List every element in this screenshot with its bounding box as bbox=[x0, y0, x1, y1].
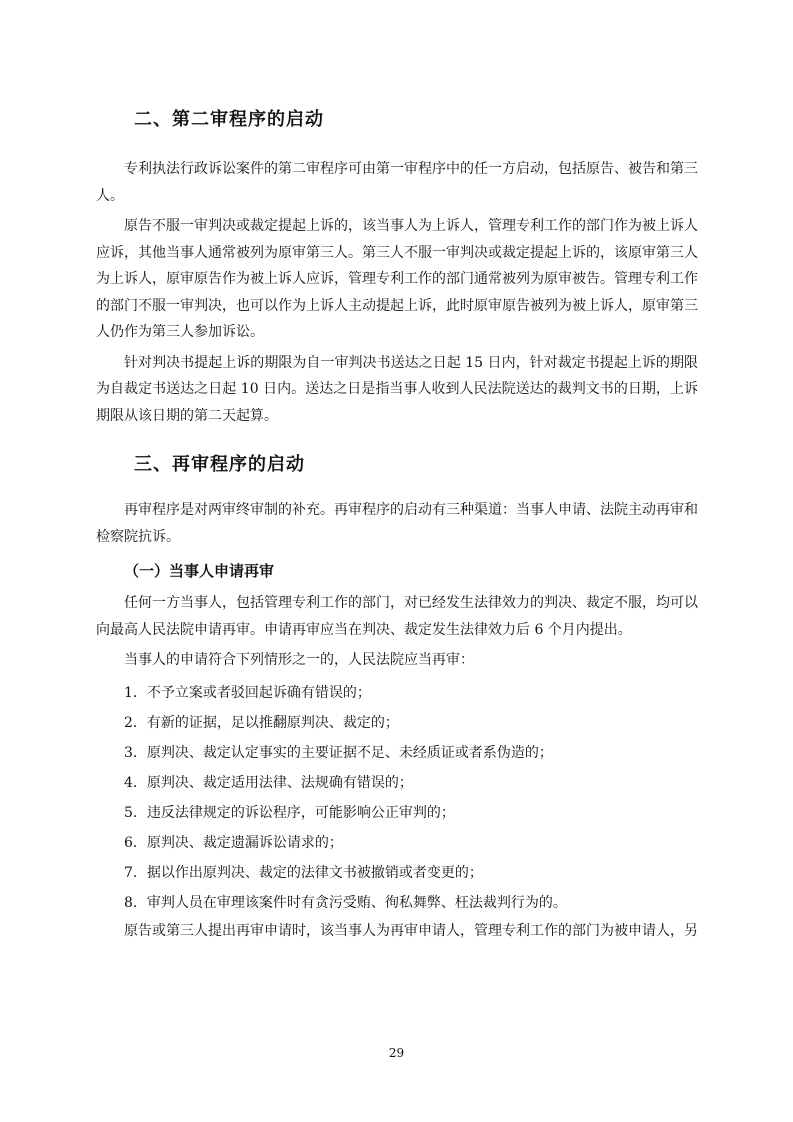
list-item: 7．据以作出原判决、裁定的法律文书被撤销或者变更的； bbox=[124, 864, 483, 881]
retrial-conditions-list bbox=[96, 678, 698, 918]
page-number: 29 bbox=[388, 1046, 405, 1060]
paragraph: 原告不服一审判决或裁定提起上诉的，该当事人为上诉人，管理专利工作的部门作为被上诉人应诉，其他当事人通常被列为原审第三人。第三人不服一审判决或裁定提起上诉的，该原审第三人为上诉人，原审原告作为被上诉人应诉，管理专利工作的部门通常被列为原审被告。管理专利工作的部门不服一审判决，也可以作为上诉人主动提起上诉，此时原审原告被列为被上诉人，原审第三人仍作为第三人参加诉讼。 bbox=[96, 218, 698, 340]
list-item: 6．原判决、裁定遗漏诉讼请求的； bbox=[124, 834, 343, 851]
section-heading-retrial: 三、再审程序的启动 bbox=[134, 454, 305, 475]
list-item: 1．不予立案或者驳回起诉确有错误的； bbox=[124, 684, 371, 701]
paragraph: 针对判决书提起上诉的期限为自一审判决书送达之日起 15 日内，针对裁定书提起上诉的期限为自裁定书送达之日起 10 日内。送达之日是指当事人收到人民法院送达的裁判文书的日期，上诉期限从该日期的第二天起算。 bbox=[96, 354, 698, 424]
list-item: 2．有新的证据，足以推翻原判决、裁定的； bbox=[124, 714, 399, 731]
list-item: 8．审判人员在审理该案件时有贪污受贿、徇私舞弊、枉法裁判行为的。 bbox=[124, 894, 567, 911]
paragraph: 原告或第三人提出再审申请时，该当事人为再审申请人，管理专利工作的部门为被申请人，另 bbox=[124, 922, 698, 939]
paragraph: 再审程序是对两审终审制的补充。再审程序的启动有三种渠道：当事人申请、法院主动再审和检察院抗诉。 bbox=[96, 502, 698, 545]
paragraph: 任何一方当事人，包括管理专利工作的部门，对已经发生法律效力的判决、裁定不服，均可以向最高人民法院申请再审。申请再审应当在判决、裁定发生法律效力后 6 个月内提出。 bbox=[96, 595, 698, 638]
list-item: 3．原判决、裁定认定事实的主要证据不足、未经质证或者系伪造的； bbox=[124, 744, 553, 761]
paragraph: 当事人的申请符合下列情形之一的，人民法院应当再审： bbox=[124, 652, 474, 668]
page-content bbox=[96, 102, 698, 948]
paragraph: 专利执法行政诉讼案件的第二审程序可由第一审程序中的任一方启动，包括原告、被告和第三人。 bbox=[96, 161, 698, 204]
subsection-heading-party-application: （一）当事人申请再审 bbox=[124, 562, 275, 580]
section-heading-second-instance: 二、第二审程序的启动 bbox=[134, 109, 324, 130]
list-item: 5．违反法律规定的诉讼程序，可能影响公正审判的； bbox=[124, 804, 455, 821]
list-item: 4．原判决、裁定适用法律、法规确有错误的； bbox=[124, 774, 413, 791]
